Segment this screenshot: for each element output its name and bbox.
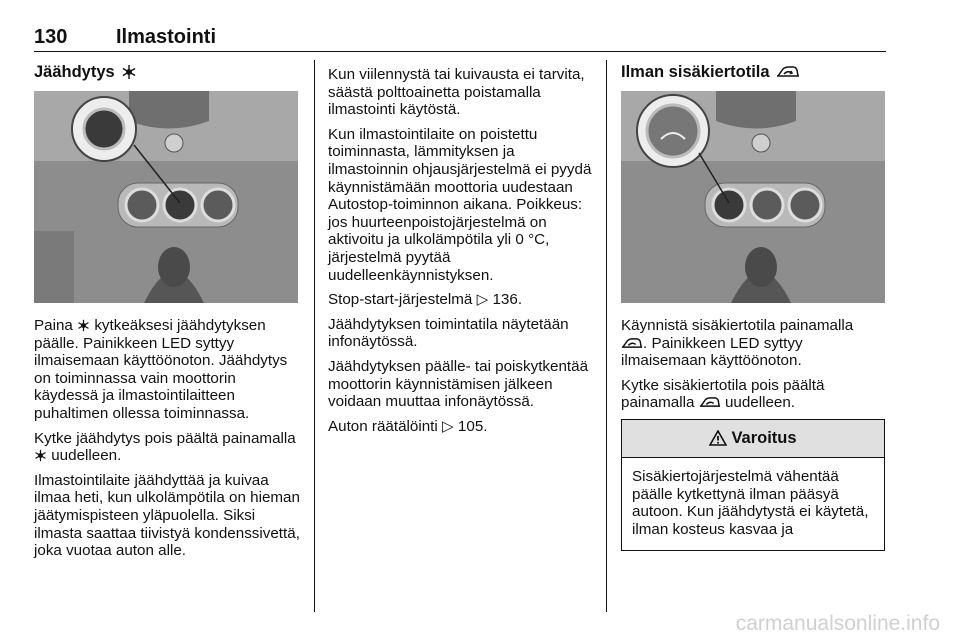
cooling-paragraph-3: Ilmastointilaite jäähdyttää ja kuivaa ilmaa heti, kun ulkolämpötila on hieman jäätymispisteen yläpuolella. Siksi ilmasta saattaa tiivistyä kondenssivettä, joka vuotaa auton alle. [34,471,300,560]
air-recirculation-icon [621,337,643,350]
recirculation-paragraph-2: Kytke sisäkiertotila pois päältä painamalla uudelleen. [621,376,825,412]
snowflake-icon [34,449,47,462]
chapter-title: Ilmastointi [116,26,217,48]
col2-paragraph-2: Kun ilmastointilaite on poistettu toiminnasta, lämmityksen ja ilmastoinnin ohjausjärjestelmä ei pyydä käynnistämään moottoria uudestaan Autostop-toiminnon aikana. Poikkeus: jos huurteenpoistojärjestelmä on aktivoitu ja ulkolämpötila yli 0 °C, järjestelmä pyytää uudelleenkäynnistyksen. [328,125,592,284]
col2-paragraph-4: Jäähdytyksen toimintatila näytetään infonäytössä. [328,315,569,351]
column-divider-2 [606,60,607,612]
page-number: 130 [34,26,68,48]
column-divider-1 [314,60,315,612]
warning-triangle-icon [709,430,727,446]
col2-paragraph-5: Jäähdytyksen päälle- tai poiskytkentää moottorin käynnistämisen jälkeen voidaan muuttaa infonäytössä. [328,357,589,411]
recirculation-paragraph-1: Käynnistä sisäkiertotila painamalla . Painikkeen LED syttyy ilmaisemaan käyttöönoton. [621,317,854,370]
column-recirculation [621,62,887,551]
cooling-paragraph-1: Paina kytkeäksesi jäähdytyksen päälle. Painikkeen LED syttyy ilmaisemaan käyttöönoton. Jäähdytys on toiminnassa vain moottorin käydessä ja ilmastointilaitteen puhaltimen ollessa toiminnassa. [34,317,288,422]
section-heading-cooling: Jäähdytys [34,62,300,82]
column-cooling-continued [328,66,594,442]
col2-paragraph-1: Kun viilennystä tai kuivausta ei tarvita, säästä polttoainetta poistamalla ilmastointi käytöstä. [328,66,585,119]
watermark: carmanualsonline.info [735,612,940,635]
column-cooling [34,62,300,567]
cooling-button-photo [34,91,298,303]
warning-box [621,419,885,551]
vehicle-personalisation-reference[interactable]: Auton räätälöinti ▷ 105. [328,417,488,435]
header-rule [34,51,886,52]
snowflake-icon [121,64,137,80]
snowflake-icon [77,319,90,332]
warning-title: Varoitus [731,428,797,447]
page-ref-icon: ▷ [442,417,454,435]
warning-body: Sisäkiertojärjestelmä vähentää päälle kytkettynä ilman pääsyä autoon. Kun jäähdytystä ei käytetä, ilman kosteus kasvaa ja [632,467,869,538]
air-recirculation-icon [776,65,800,79]
page-header [34,26,886,52]
warning-header [622,420,884,458]
section-heading-recirculation: Ilman sisäkiertotila [621,62,887,82]
air-recirculation-icon [699,396,721,409]
cooling-paragraph-2: Kytke jäähdytys pois päältä painamalla uudelleen. [34,429,296,465]
stop-start-reference[interactable]: Stop-start-järjestelmä ▷ 136. [328,291,523,309]
page-ref-icon: ▷ [476,291,489,309]
recirculation-button-photo [621,91,885,303]
